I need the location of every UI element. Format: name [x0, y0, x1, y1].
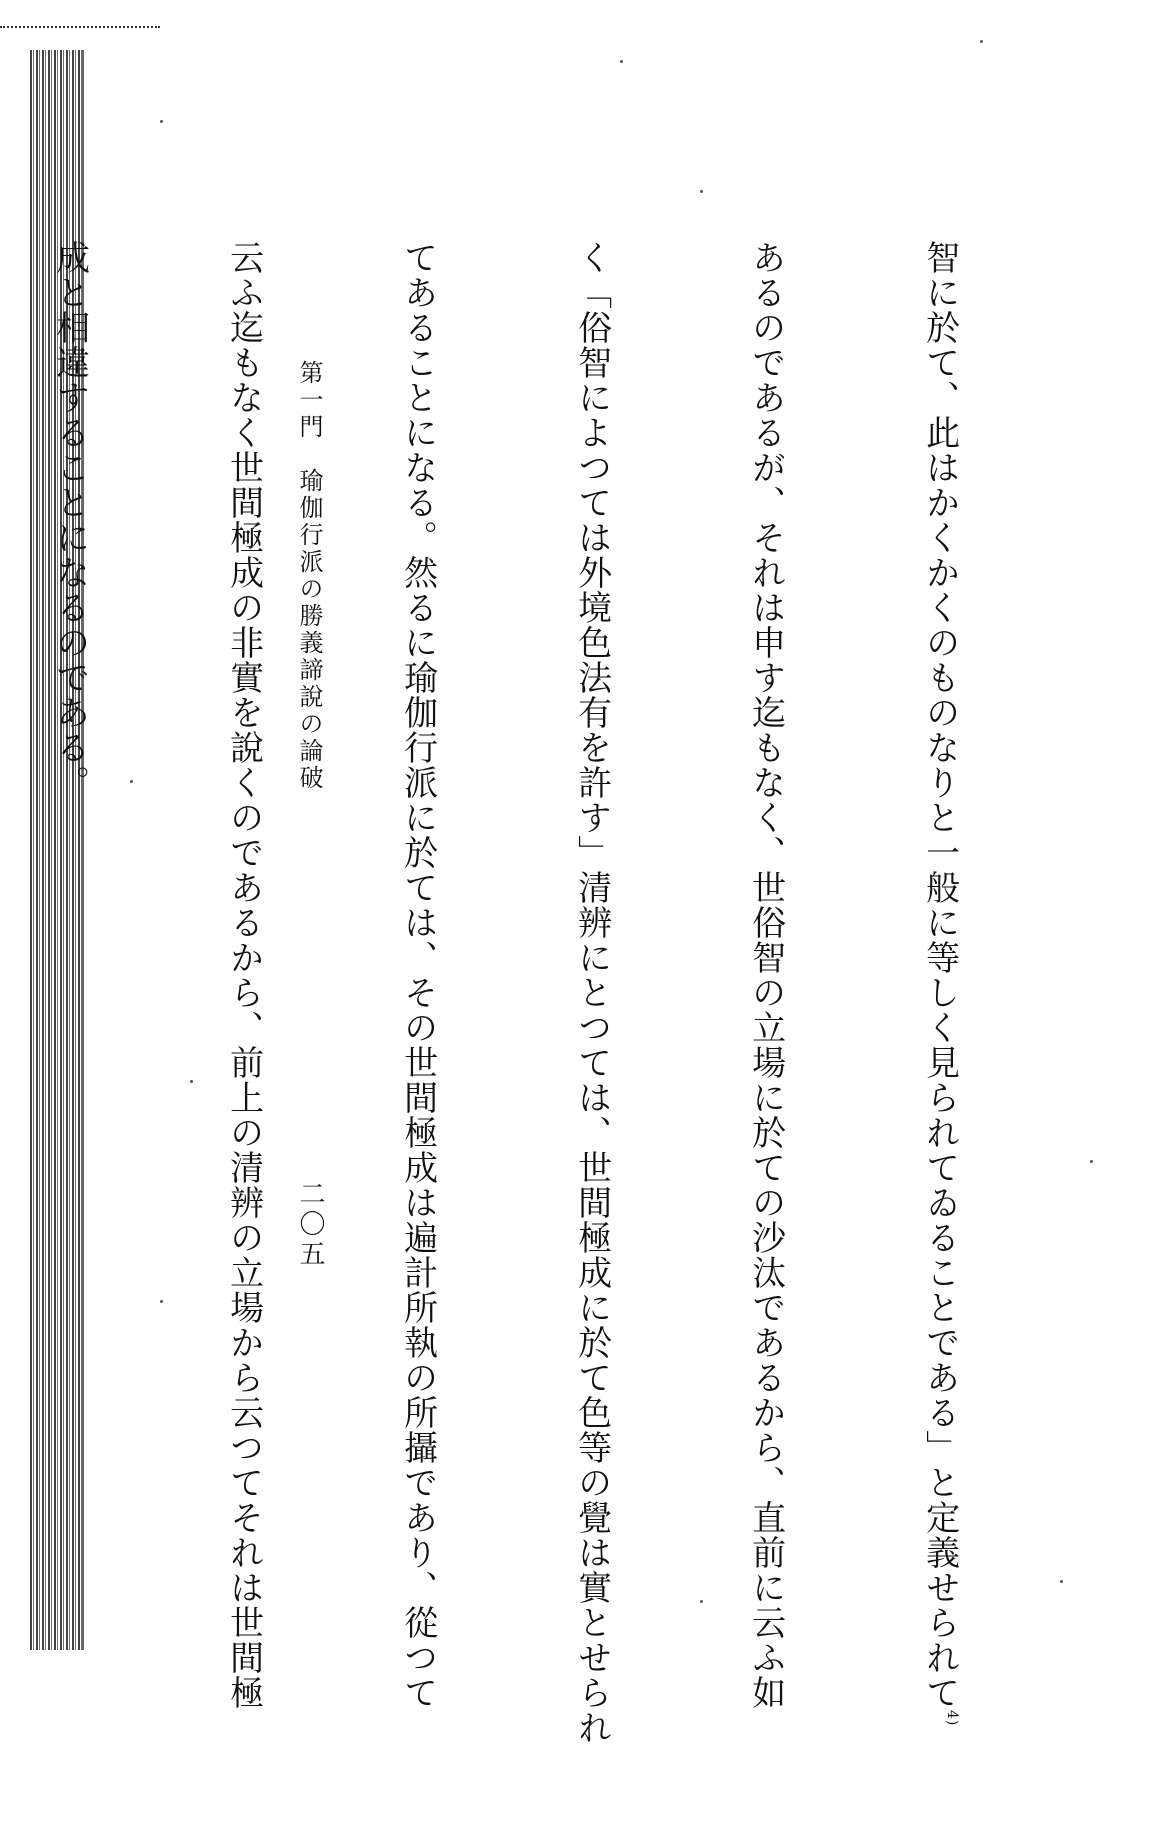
text-line-6: 成と相違することになるのである。 — [49, 240, 90, 800]
paper-speck — [1090, 1160, 1093, 1163]
body-text — [0, 240, 1097, 1745]
page-number: 二〇五 — [295, 1180, 325, 1270]
paper-speck — [130, 780, 133, 783]
paper-speck — [160, 120, 163, 123]
paper-speck — [1060, 1580, 1063, 1583]
text-line-4: てあることになる。然るに瑜伽行派に於ては、その世間極成は遍計所執の所攝であり、從つて — [397, 240, 438, 1710]
paper-speck — [700, 190, 703, 193]
running-head: 第一門 瑜伽行派の勝義諦說の論破 — [295, 360, 323, 792]
text-line-1: 智に於て、此はかくかくのものなりと一般に等しく見られてゐることである」と定義せられて$^{4)}$ — [919, 240, 960, 1727]
text-line-5: 云ふ迄もなく世間極成の非實を說くのであるから、前上の清辨の立場から云つてそれは世間極 — [223, 240, 264, 1710]
paper-speck — [980, 40, 983, 43]
paper-speck — [620, 60, 623, 63]
paper-speck — [700, 1600, 703, 1603]
top-dotted-rule — [0, 26, 160, 28]
note-marker-4: 4) — [944, 1710, 960, 1727]
text-line-2: あるのであるが、それは申す迄もなく、世俗智の立場に於ての沙汰であるから、直前に云ふ如 — [745, 240, 786, 1710]
paper-speck — [160, 1300, 163, 1303]
text-line-3: く「俗智によつては外境色法有を許す」清辨にとつては、世間極成に於て色等の覺は實とせられ — [571, 240, 612, 1745]
paper-speck — [190, 1080, 193, 1083]
